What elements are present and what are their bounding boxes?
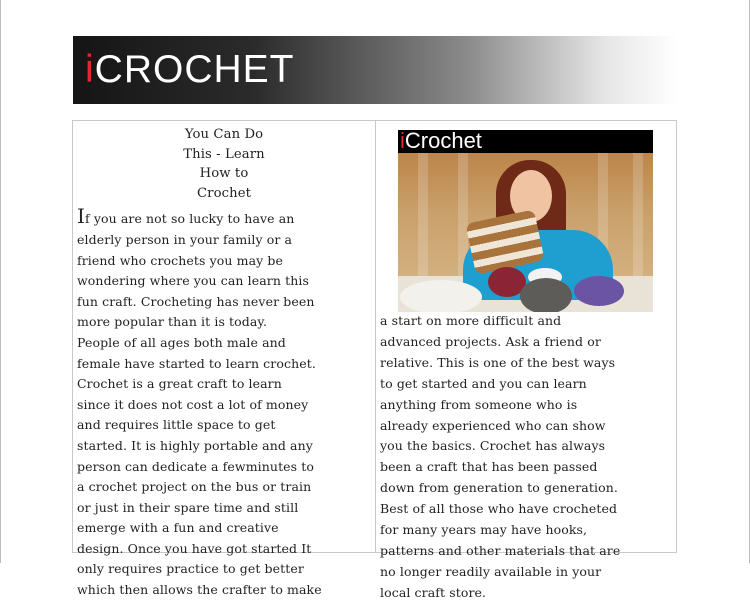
photo-yarn-ball <box>520 278 572 312</box>
body-line: female have started to learn crochet. <box>77 355 316 371</box>
header-banner <box>73 36 678 104</box>
body-line: person can dedicate a fewminutes to <box>77 458 315 474</box>
body-line: design. Once you have got started It <box>77 540 312 556</box>
body-line: since it does not cost a lot of money <box>77 396 309 412</box>
body-line: you the basics. Crochet has always <box>380 438 606 454</box>
body-line: or just in their spare time and still <box>77 499 299 515</box>
body-line: a start on more difficult and <box>380 313 562 328</box>
body-line: fun craft. Crocheting has never been <box>77 293 315 309</box>
photo-yarn-ball <box>400 280 482 312</box>
photo-wall-stripe <box>633 153 643 293</box>
body-line: elderly person in your family or a <box>77 231 293 247</box>
body-line: which then allows the crafter to make <box>77 582 322 598</box>
photo-label <box>400 130 482 154</box>
photo-wall-stripe <box>418 153 428 293</box>
body-line: emerge with a fun and creative <box>77 520 279 536</box>
body-line: advanced projects. Ask a friend or <box>380 333 601 349</box>
banner-logo-text: CROCHET <box>94 48 295 91</box>
body-line: for many years may have hooks, <box>380 522 588 538</box>
article-title-line: Crochet <box>196 185 252 201</box>
photo-yarn-ball <box>574 276 624 306</box>
photo-label-accent: i <box>400 130 405 153</box>
body-line-text: f you are not so lucky to have an <box>85 211 295 227</box>
body-line: down from generation to generation. <box>380 480 618 496</box>
column-divider <box>375 120 376 553</box>
body-line: Best of all those who have crocheted <box>380 501 618 517</box>
body-line: a crochet project on the bus or train <box>77 479 312 495</box>
drop-cap: I <box>77 204 86 229</box>
body-line: local craft store. <box>380 584 487 600</box>
body-line: relative. This is one of the best ways <box>380 354 616 370</box>
article-title-line: This - Learn <box>183 146 265 162</box>
banner-logo <box>85 45 295 95</box>
body-line: been a craft that has been passed <box>380 459 598 475</box>
body-line: friend who crochets you may be <box>77 252 283 268</box>
article-title-line: How to <box>199 166 249 182</box>
article-title <box>77 125 371 203</box>
body-line: People of all ages both male and <box>77 334 286 350</box>
body-line <box>77 206 371 230</box>
article-title-line: You Can Do <box>184 127 264 142</box>
article-left-column <box>77 125 371 601</box>
body-line: and requires little space to get <box>77 417 276 433</box>
photo-label-bar <box>398 130 653 153</box>
body-line: Crochet is a great craft to learn <box>77 376 282 392</box>
photo-label-text: Crochet <box>404 130 482 153</box>
body-line: wondering where you can learn this <box>77 273 309 289</box>
article-right-column <box>380 311 674 604</box>
body-line: more popular than it is today. <box>77 314 268 330</box>
banner-logo-accent: i <box>85 48 95 91</box>
body-line: already experienced who can show <box>380 417 606 433</box>
body-line: only requires practice to get better <box>77 561 304 577</box>
body-line: started. It is highly portable and any <box>77 437 313 453</box>
body-line: patterns and other materials that are <box>380 542 621 558</box>
page-edge-left <box>0 0 1 563</box>
body-line: no longer readily available in your <box>380 563 602 579</box>
woman-knitting-photo <box>398 130 653 312</box>
body-line: to get started and you can learn <box>380 375 587 391</box>
body-line: anything from someone who is <box>380 396 578 412</box>
